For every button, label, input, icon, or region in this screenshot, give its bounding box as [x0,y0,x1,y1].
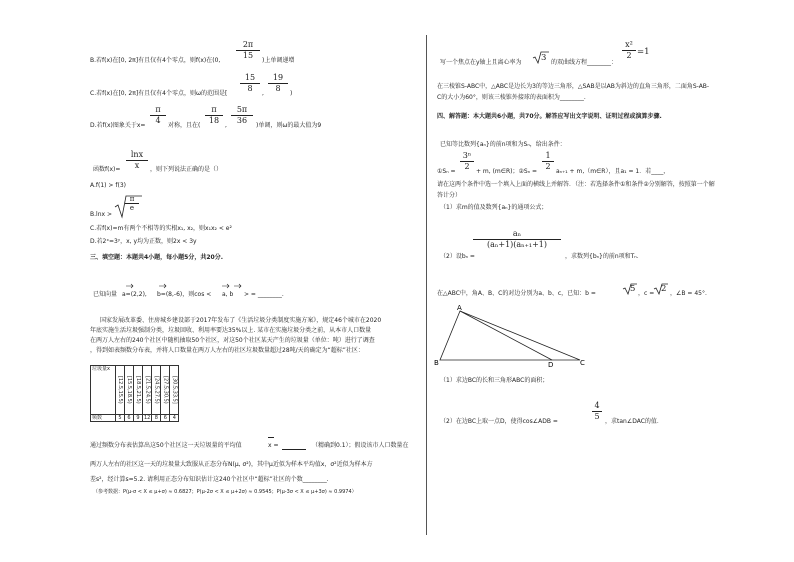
triangle-subquestion-2-lead: （2）在边BC上取一点D，使得cos∠ADB = [440,418,558,425]
frac-numerator: x² [625,40,633,49]
condition-instruction: 请在这两个条件中选一个填入上面的横线上并解答．（注：若选择条件①和条件②分别解答，按照第一个解 [437,181,715,188]
frac-numerator: 4 [594,401,600,410]
cos-fraction [592,401,602,422]
hyperbola-fraction [622,40,636,61]
table-cell: [21.5,24.5) [143,366,152,415]
frac-numerator: 5π [236,105,248,114]
frac-numerator: π [129,195,135,203]
section-4-heading: 四、解答题：本大题共6小题，共70分。解答应写出文字说明、证明过程或演算步骤. [437,113,662,120]
frac-denominator: 8 [268,83,288,94]
frac-denominator: x [126,160,148,171]
triangle-subquestion-1: （1）求边BC的长和三角形ABC的面积； [440,377,549,384]
estimate-line-1-tail: （精确到0.1）；假设该市人口数量在 [312,442,409,449]
vector-question-tail: > = ________. [244,291,284,298]
frequency-table [90,365,179,422]
table-cell: [12.5,15.5) [116,366,125,415]
option-c-text: C.若f(x)在[0, 2π]有且仅有4个零点，则ω的范围是[ [90,90,228,97]
triangle-question-tail: ，∠B = 45°. [670,290,707,297]
triangle-c-radicand: 2 [661,284,667,294]
option-b-tail: )上单调递增 [262,57,295,64]
triangle-subquestion-2-tail: ，求tan∠DAC的值． [605,418,663,425]
hyperbola-sqrt-radicand: 3 [541,53,547,63]
table-cell: [27.5,30.5) [161,366,170,415]
option-d-fraction-2 [205,105,223,126]
option-d-fraction-3 [231,105,253,126]
subquestion-2-tail: ，求数列{bₙ}的前n项和Tₙ． [565,253,643,260]
condition-1-fraction [460,151,474,172]
vertex-label-d: D [548,361,554,369]
subquestion-2-lead: （2）设bₙ = [440,253,475,260]
frac-denominator: 15 [236,50,260,61]
vector-arrow-icon [159,283,167,289]
table-cell: 6 [161,415,170,422]
table-row [91,366,179,415]
garbage-paragraph-line-3: 在两万人左右的240个社区中随机抽取50个社区，对这50个社区某天产生的垃圾量（单位：吨）进行了调查 [90,337,375,344]
condition-2-tail: aₙ₊₁ + m,（m∈R），且a₁ = 1．若____， [556,168,670,175]
subquestion-2-fraction [473,229,561,250]
option-d: D.若2ˣ=3ʸ，x, y均为正数，则2x < 3y [90,238,197,245]
option-c-fraction-1 [240,73,260,94]
frac-numerator: 2π [242,40,254,49]
frac-denominator: 36 [231,115,253,126]
frac-numerator: π [155,105,161,114]
table-cell: [18.5,21.5) [134,366,143,415]
frac-numerator: 15 [244,73,256,82]
table-cell: [24.5,27.5) [152,366,161,415]
option-c: C.若f(x)=m有两个不相等的实根x₁, x₂，则x₁x₂ < e² [90,225,232,232]
frac-numerator: aₙ [512,229,522,238]
reference-data: （参考数据：P(μ-σ < X ≤ μ+σ) ≈ 0.6827；P(μ-2σ < X ≤ μ+2σ) ≈ 0.9545；P(μ-3σ < X ≤ μ+3σ) ≈ 0.9974） [93,489,357,495]
option-c-fraction-2 [268,73,288,94]
table-cell: 5 [116,415,125,422]
option-b-text: B.若f(x)在[0, 2π]有且仅有4个零点，则f(x)在(0, [90,57,221,64]
condition-2-fraction [542,151,554,172]
option-b-lead: B.lnx > [90,211,112,218]
table-row [91,415,179,422]
func-question-lead: 函数f(x)= [93,166,121,173]
frac-denominator: 2 [622,50,636,61]
vector-question-lead: 已知向量 [93,291,118,298]
triangle-abc [440,311,580,360]
vector-arrow-icon [234,283,242,289]
frac-denominator: 8 [240,83,260,94]
table-cell: [30.5,33.5] [170,366,179,415]
option-b-radicand [125,195,139,212]
option-d-text: D.若f(x)图象关于x= [90,122,146,129]
subquestion-1: （1）求m的值及数列{aₙ}的通项公式； [440,204,548,211]
option-d-tail: )单调，则ω的最大值为9 [256,122,322,129]
frac-numerator: 1 [545,151,551,160]
table-header-label: 垃圾量x [91,366,116,415]
frac-denominator: 2 [542,161,554,172]
option-a: A.f(1) > f(3) [90,182,126,189]
option-d-fraction-1 [150,105,166,126]
table-cell: [15.5,18.5) [125,366,134,415]
triangle-figure [430,303,590,369]
vertex-label-a: A [457,304,462,312]
vertex-label-c: C [580,359,585,367]
condition-instruction-end: 答计分） [437,192,462,199]
pyramid-question-line-2: C的大小为60°，则该三棱锥外接球的表面积为________. [437,94,586,101]
segment-ad [460,311,552,360]
section-3-heading: 三、填空题：本题共4小题，每小题5分，共20分. [90,254,223,261]
vector-a-value: a=(2,2), [122,291,147,298]
estimate-line-2: 两万人左右的社区这一天的垃圾量大致服从正态分布N(μ, σ²)，其中μ近似为样本平均值x，σ²近似为样本方 [90,461,373,468]
option-d-mid: 对称，且在( [168,122,201,129]
condition-1-lead: ①Sₙ = [437,168,456,175]
vector-arrow-icon [126,283,134,289]
garbage-paragraph-line-2: 年底实施生活垃圾强制分类，垃圾回收、利用率要达35%以上. 某市在实施垃圾分类之前，从本市人口数量 [90,327,372,334]
frac-numerator: 19 [272,73,284,82]
table-cell: 12 [144,415,151,421]
sequence-question-lead: 已知等比数列{aₙ}的前n项和为Sₙ，给出条件： [440,141,566,148]
frac-denominator: e [125,203,139,212]
condition-1-tail: + m, (m∈R)；②Sₙ = [476,168,538,175]
option-b-fraction [236,40,260,61]
frac-denominator: 18 [205,115,223,126]
garbage-paragraph-line-4: ，得到如表频数分布表，并将人口数量在两万人左右的社区垃圾数量超过28吨/天的确定为“超标”社区： [90,347,364,354]
hyperbola-question-mid: 的双曲线方程________： [551,59,618,66]
table-cell: 6 [125,415,134,422]
comma: , [225,122,227,129]
frac-denominator: 5 [592,411,602,422]
frac-numerator: 3ⁿ [462,151,472,160]
frac-denominator: 4 [150,115,166,126]
frac-denominator: (aₙ+1)(aₙ₊₁+1) [473,239,561,250]
vector-arrow-icon [222,283,230,289]
triangle-b-radicand: 5 [630,284,636,294]
hyperbola-equation-tail: =1 [637,47,650,57]
func-fraction [126,150,148,171]
garbage-paragraph-line-1: 国家发展改革委、住房城乡建设部于2017年发布了《生活垃圾分类制度实施方案》，规定46个城市在2020 [100,317,382,324]
frac-numerator: π [211,105,217,114]
triangle-question-mid: ，c = [638,290,655,297]
table-freq-label: 频数 [91,415,116,422]
column-divider [426,35,427,535]
vector-ab: a, b [222,291,234,298]
estimate-line-3: 差s²，经计算s=5.2. 请利用正态分布知识估计这240个社区中“超标”社区的个数________. [90,476,329,483]
answer-blank[interactable] [282,442,306,450]
func-question-tail: ，则下列说法正确的是（） [150,166,223,173]
comma: , [262,90,264,97]
estimate-mean-var: x = [268,442,279,449]
pyramid-question-line-1: 在三棱锥S-ABC中，△ABC是边长为3的等边三角形，△SAB是以AB为斜边的直角三角形，二面角S-AB- [437,83,710,90]
table-cell: 4 [170,415,179,422]
option-c-tail: ) [290,90,293,97]
vector-b-value: b=(8,-6)，则cos < [157,291,212,298]
triangle-question-lead: 在△ABC中，角A、B、C的对边分别为a、b、c，已知：b = [437,290,596,297]
frac-numerator: lnx [130,150,144,159]
overline [268,437,274,438]
frac-denominator: 2 [460,161,474,172]
estimate-line-1-lead: 通过频数分布表估算出这50个社区这一天垃圾量的平均值 [90,442,242,449]
table-cell: 9 [134,415,143,422]
vertex-label-b: B [434,359,439,367]
hyperbola-question-lead: 写一个焦点在y轴上且离心率为 [440,59,522,66]
table-cell: 8 [152,415,161,422]
